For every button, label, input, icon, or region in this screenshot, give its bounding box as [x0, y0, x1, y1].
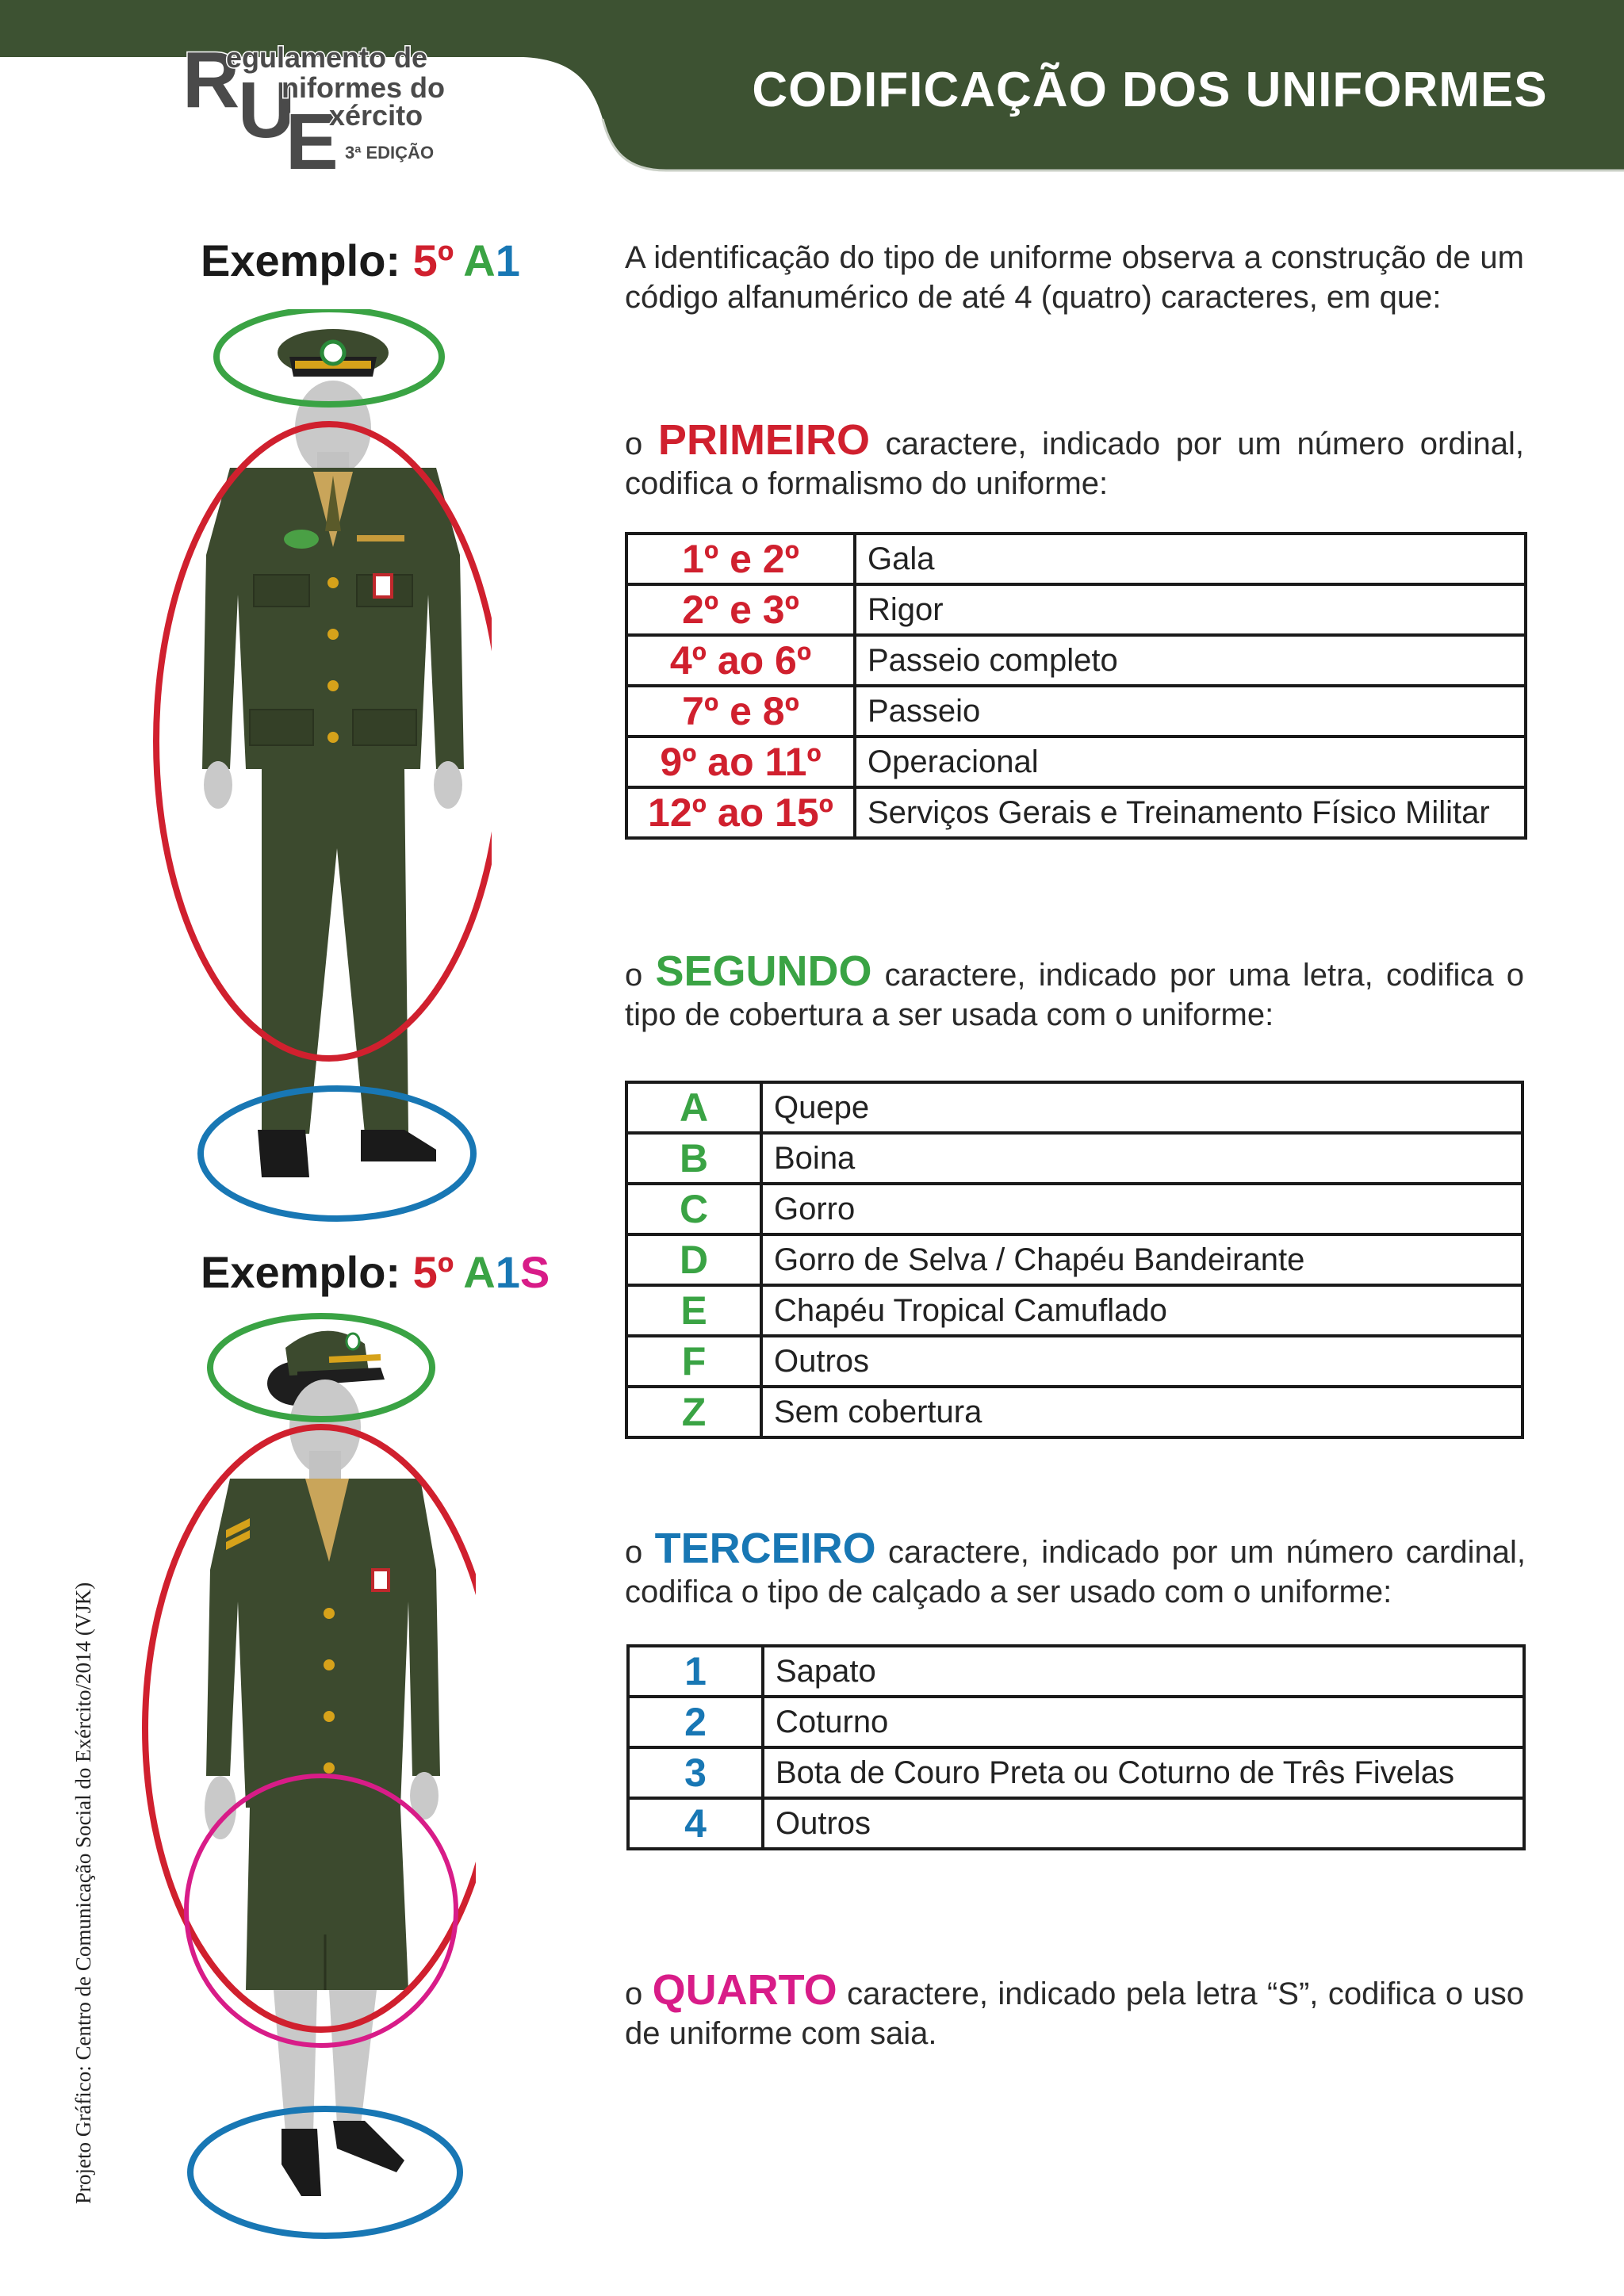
segundo-description-cell: Quepe	[761, 1082, 1522, 1133]
primeiro-code-cell: 12º ao 15º	[626, 787, 855, 838]
primeiro-code-cell: 9º ao 11º	[626, 737, 855, 787]
segundo-description-cell: Sem cobertura	[761, 1387, 1522, 1437]
terceiro-description-cell: Outros	[763, 1798, 1524, 1849]
quarto-paragraph	[625, 1966, 1524, 2053]
terceiro-description-cell: Sapato	[763, 1646, 1524, 1697]
example-2-label: Exemplo:	[201, 1247, 401, 1297]
quarto-keyword: QUARTO	[652, 1966, 837, 2014]
segundo-code-cell: B	[626, 1133, 761, 1184]
primeiro-code-cell: 2º e 3º	[626, 584, 855, 635]
segundo-row	[626, 1387, 1522, 1437]
peaked-cap-icon	[278, 329, 389, 377]
terceiro-text: caractere, indicado por um número cardinal, codifica o tipo de calçado a ser usado com o uniforme:	[625, 1535, 1526, 1609]
female-uniform-figure	[127, 1300, 476, 2267]
terceiro-description-cell: Coturno	[763, 1697, 1524, 1747]
primeiro-row	[626, 635, 1526, 686]
design-credit: Projeto Gráfico: Centro de Comunicação Social do Exército/2014 (VJK)	[71, 1582, 95, 2204]
terceiro-row	[628, 1697, 1524, 1747]
male-uniform-figure	[143, 309, 492, 1245]
footwear-highlight-2	[190, 2109, 460, 2236]
logo-line-1: egulamento de	[226, 44, 428, 74]
terceiro-description-cell: Bota de Couro Preta ou Coturno de Três Fivelas	[763, 1747, 1524, 1798]
segundo-code-cell: F	[626, 1336, 761, 1387]
primeiro-table-body	[626, 534, 1526, 838]
example-1-third-char: 1	[495, 235, 520, 285]
example-2-fourth-char: S	[519, 1247, 550, 1297]
terceiro-code-cell: 4	[628, 1798, 763, 1849]
terceiro-table	[626, 1644, 1526, 1850]
logo-letter-u: U	[238, 66, 296, 155]
segundo-paragraph	[625, 947, 1524, 1035]
terceiro-paragraph	[625, 1525, 1526, 1612]
primeiro-description-cell: Rigor	[855, 584, 1526, 635]
quarto-text: caractere, indicado pela letra “S”, codifica o uso de uniforme com saia.	[625, 1976, 1524, 2051]
terceiro-table-body	[628, 1646, 1524, 1849]
logo-letter-e: E	[285, 98, 339, 178]
segundo-description-cell: Gorro de Selva / Chapéu Bandeirante	[761, 1234, 1522, 1285]
example-1-heading	[201, 235, 520, 286]
primeiro-row	[626, 584, 1526, 635]
terceiro-row	[628, 1747, 1524, 1798]
segundo-text: caractere, indicado por uma letra, codifica o tipo de cobertura a ser usada com o uniforme:	[625, 958, 1524, 1032]
primeiro-row	[626, 686, 1526, 737]
primeiro-code-cell: 4º ao 6º	[626, 635, 855, 686]
segundo-code-cell: A	[626, 1082, 761, 1133]
intro-paragraph: A identificação do tipo de uniforme observa a construção de um código alfanumérico de até 4 (quatro) caracteres, em que:	[625, 240, 1524, 315]
terceiro-code-cell: 1	[628, 1646, 763, 1697]
terceiro-code-cell: 3	[628, 1747, 763, 1798]
segundo-row	[626, 1133, 1522, 1184]
segundo-table	[625, 1081, 1524, 1439]
primeiro-description-cell: Operacional	[855, 737, 1526, 787]
primeiro-keyword: PRIMEIRO	[657, 416, 870, 464]
primeiro-code-cell: 1º e 2º	[626, 534, 855, 584]
segundo-code-cell: D	[626, 1234, 761, 1285]
segundo-description-cell: Outros	[761, 1336, 1522, 1387]
segundo-table-body	[626, 1082, 1522, 1437]
example-2-first-char: 5º	[412, 1247, 454, 1297]
primeiro-description-cell: Gala	[855, 534, 1526, 584]
primeiro-description-cell: Serviços Gerais e Treinamento Físico Militar	[855, 787, 1526, 838]
primeiro-code-cell: 7º e 8º	[626, 686, 855, 737]
segundo-row	[626, 1234, 1522, 1285]
primeiro-row	[626, 737, 1526, 787]
heel-shoe-icon	[282, 2121, 404, 2196]
terceiro-code-cell: 2	[628, 1697, 763, 1747]
primeiro-prefix: o	[625, 427, 643, 461]
segundo-code-cell: Z	[626, 1387, 761, 1437]
segundo-row	[626, 1285, 1522, 1336]
segundo-row	[626, 1082, 1522, 1133]
page-title: CODIFICAÇÃO DOS UNIFORMES	[752, 63, 1548, 117]
example-2-second-char: A	[463, 1247, 496, 1297]
quarto-prefix: o	[625, 1976, 643, 2011]
segundo-row	[626, 1184, 1522, 1234]
primeiro-paragraph	[625, 416, 1524, 503]
regulation-logo	[182, 44, 515, 178]
segundo-prefix: o	[625, 958, 643, 993]
logo-edition: 3ª EDIÇÃO	[345, 143, 435, 163]
segundo-description-cell: Gorro	[761, 1184, 1522, 1234]
segundo-description-cell: Boina	[761, 1133, 1522, 1184]
primeiro-row	[626, 534, 1526, 584]
logo-graphic	[182, 44, 515, 178]
logo-line-3: xército	[329, 99, 423, 132]
primeiro-description-cell: Passeio completo	[855, 635, 1526, 686]
segundo-description-cell: Chapéu Tropical Camuflado	[761, 1285, 1522, 1336]
segundo-code-cell: C	[626, 1184, 761, 1234]
primeiro-row	[626, 787, 1526, 838]
terceiro-row	[628, 1798, 1524, 1849]
logo-line-2: niformes do	[282, 71, 446, 104]
segundo-keyword: SEGUNDO	[655, 947, 872, 995]
primeiro-table	[625, 532, 1527, 840]
shoe-icon	[258, 1130, 436, 1177]
primeiro-text: caractere, indicado por um número ordinal, codifica o formalismo do uniforme:	[625, 427, 1524, 501]
logo-letter-r: R	[182, 44, 240, 124]
terceiro-keyword: TERCEIRO	[654, 1525, 876, 1572]
terceiro-prefix: o	[625, 1535, 643, 1570]
example-2-heading	[201, 1246, 550, 1298]
example-1-second-char: A	[463, 235, 496, 285]
example-2-third-char: 1	[495, 1247, 520, 1297]
terceiro-row	[628, 1646, 1524, 1697]
segundo-code-cell: E	[626, 1285, 761, 1336]
primeiro-description-cell: Passeio	[855, 686, 1526, 737]
example-1-label: Exemplo:	[201, 235, 401, 285]
segundo-row	[626, 1336, 1522, 1387]
example-1-first-char: 5º	[412, 235, 454, 285]
